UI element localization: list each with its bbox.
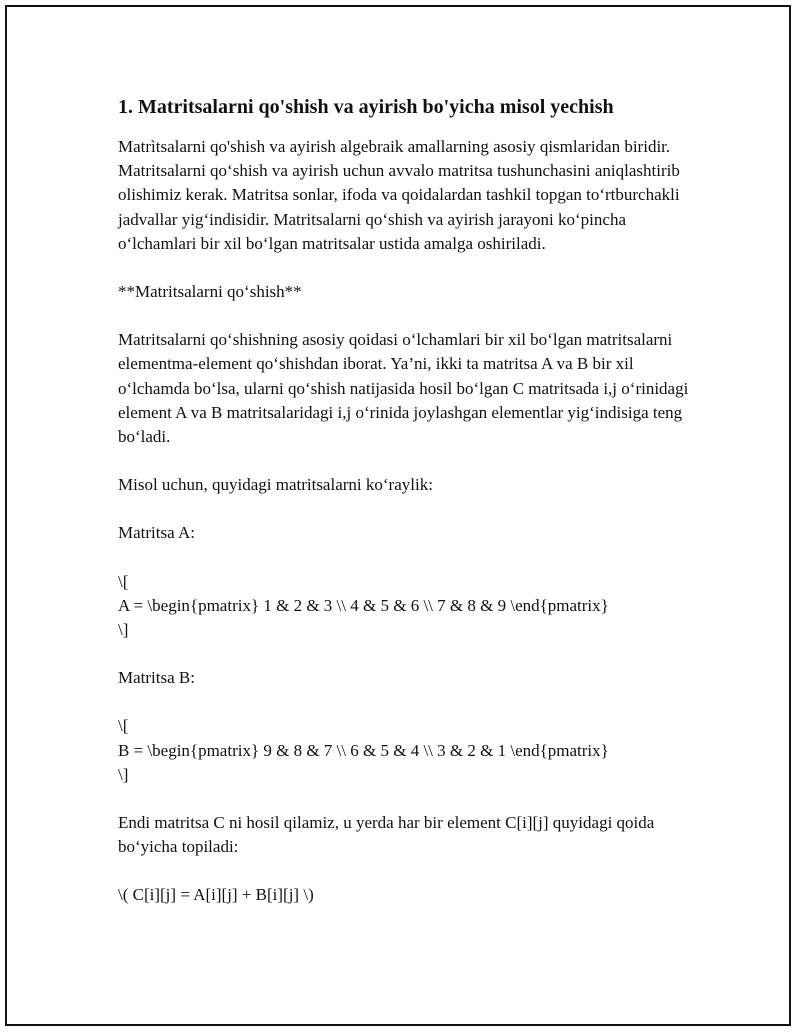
result-intro-paragraph: Endi matritsa C ni hosil qilamiz, u yerda har bir element C[i][j] quyidagi qoida bo‘yicha topiladi:	[118, 813, 655, 857]
matrix-a-expression: A = \begin{pmatrix} 1 & 2 & 3 \\ 4 & 5 & 6 \\ 7 & 8 & 9 \end{pmatrix}	[118, 595, 609, 615]
subheading-paragraph: **Matritsalarni qo‘shish**	[118, 282, 302, 302]
matrix-b-block	[118, 714, 698, 787]
matrix-a-open: \[	[118, 571, 129, 591]
matrix-b-expression: B = \begin{pmatrix} 9 & 8 & 7 \\ 6 & 5 & 4 \\ 3 & 2 & 1 \end{pmatrix}	[118, 740, 609, 760]
document-body	[118, 93, 698, 932]
matrix-b-open: \[	[118, 716, 129, 736]
intro-paragraph: Matrìtsalarni qo'shish va ayirish algebraik amallarning asosiy qismlaridan biridir. Matritsalarni qo‘shish va ayirish uchun avvalo matritsa tushunchasini aniqlashtirib olishimiz kerak. Matritsa sonlar, ifoda va qoidalardan tashkil topgan to‘rtburchakli jadvallar yig‘indisidir. Matritsalarni qo‘shish va ayirish jarayoni ko‘pincha o‘lchamlari bir xil bo‘lgan matritsalar ustida amalga oshiriladi.	[118, 137, 680, 253]
section-title: 1. Matritsalarni qo'shish va ayirish bo'yicha misol yechish	[118, 96, 614, 118]
example-intro-paragraph: Misol uchun, quyidagi matritsalarni ko‘raylik:	[118, 475, 433, 495]
formula-line: \( C[i][j] = A[i][j] + B[i][j] \)	[118, 885, 314, 905]
matrix-a-label: Matritsa A:	[118, 523, 195, 543]
matrix-b-label: Matritsa B:	[118, 668, 195, 688]
matrix-a-close: \]	[118, 620, 129, 640]
rule-paragraph: Matritsalarni qo‘shishning asosiy qoidasi o‘lchamlari bir xil bo‘lgan matritsalarni elementma-element qo‘shishdan iborat. Ya’ni, ikki ta matritsa A va B bir xil o‘lchamda bo‘lsa, ularni qo‘shish natijasida hosil bo‘lgan C matritsada i,j o‘rinidagi element A va B matritsalaridagi i,j o‘rinida joylashgan elementlar yig‘indisiga teng bo‘ladi.	[118, 330, 689, 447]
matrix-a-block	[118, 570, 698, 643]
matrix-b-close: \]	[118, 764, 129, 784]
